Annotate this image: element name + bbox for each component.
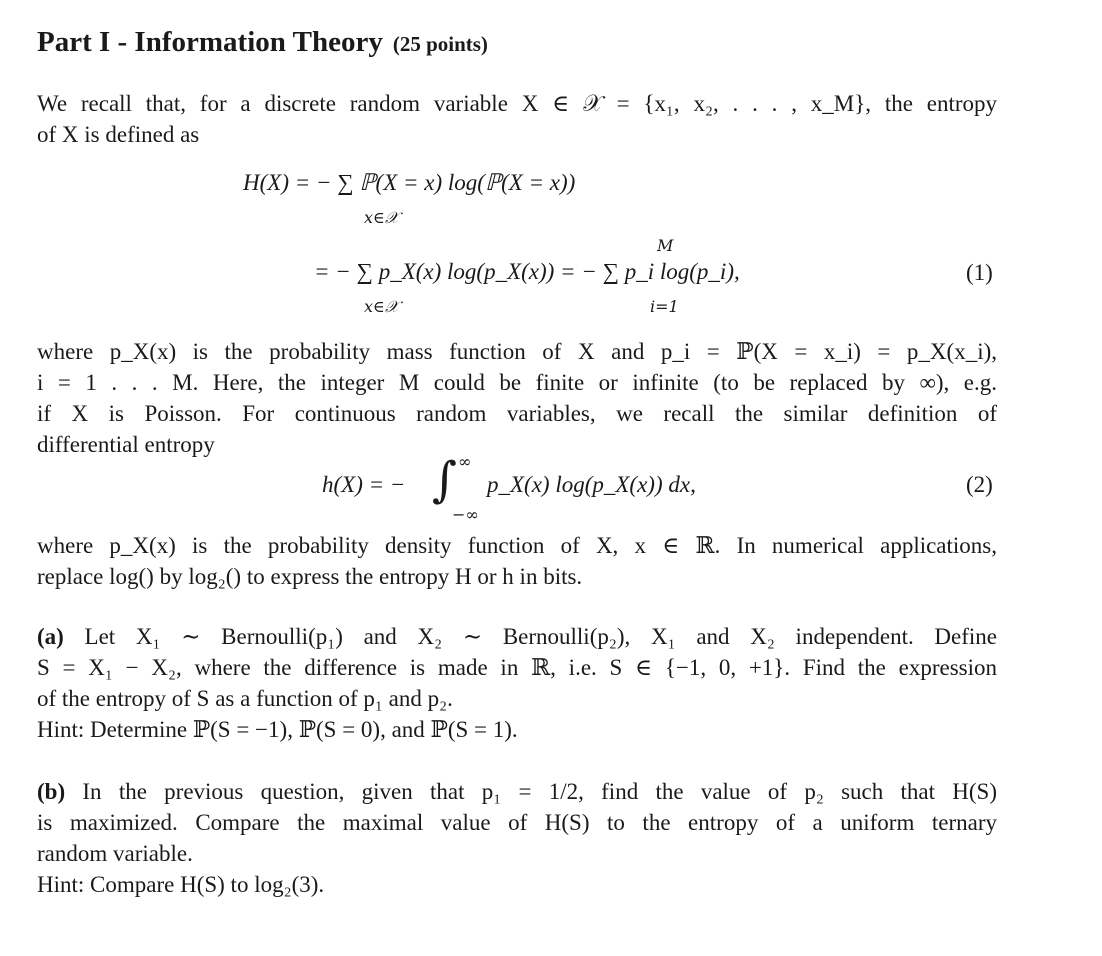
section-title	[37, 26, 488, 59]
integral-sign: ∫	[432, 452, 458, 508]
question-a-label: (a)	[37, 624, 64, 649]
pmf-paragraph	[37, 336, 997, 460]
entropy-equation-row-1	[243, 170, 575, 196]
sum-subscript-1: x∈𝒳	[364, 208, 399, 227]
equation-number-2: (2)	[966, 472, 993, 497]
integral-lower-limit: −∞	[452, 505, 479, 524]
intro-line-1: We recall that, for a discrete random variable X ∈ 𝒳 = {x₁, x₂, . . . , x_M}, the entropy	[37, 91, 997, 116]
points-label: (25 points)	[392, 32, 488, 56]
question-b-hint: Hint: Compare H(S) to log₂(3).	[37, 872, 325, 897]
question-a-line-1-text: Let X₁ ∼ Bernoulli(p₁) and X₂ ∼ Bernoulli(p₂), X₁ and X₂ independent. Define	[84, 624, 997, 649]
question-a-hint: Hint: Determine ℙ(S = −1), ℙ(S = 0), and ℙ(S = 1).	[37, 717, 518, 742]
question-b-line-1	[37, 776, 997, 807]
sum-subscript-3: i=1	[650, 297, 679, 316]
sum-subscript-2: x∈𝒳	[364, 297, 399, 316]
pdf-line-2: replace log() by log₂() to express the entropy H or h in bits.	[37, 564, 583, 589]
sum-superscript-M: M	[657, 236, 674, 255]
question-b-label: (b)	[37, 779, 66, 804]
pdf-line-1: where p_X(x) is the probability density function of X, x ∈ ℝ. In numerical applications,	[37, 533, 997, 558]
diff-entropy-lhs: h(X) = −	[322, 472, 406, 497]
section-title-text: Part I - Information Theory	[37, 26, 383, 58]
entropy-eq-row2-text: = − ∑ p_X(x) log(p_X(x)) = − ∑ p_i log(p_i),	[314, 259, 740, 284]
equation-number-1: (1)	[966, 260, 993, 285]
question-b-line-3: random variable.	[37, 841, 193, 866]
question-b	[37, 776, 997, 900]
intro-paragraph	[37, 88, 997, 150]
pmf-line-4: differential entropy	[37, 432, 215, 457]
diff-entropy-integrand: p_X(x) log(p_X(x)) dx,	[487, 472, 696, 497]
pmf-line-2: i = 1 . . . M. Here, the integer M could be finite or infinite (to be replaced by ∞), e.g.	[37, 370, 997, 395]
integral-upper-limit: ∞	[458, 452, 472, 471]
question-b-line-2: is maximized. Compare the maximal value of H(S) to the entropy of a uniform ternary	[37, 810, 997, 835]
question-a	[37, 621, 997, 745]
question-a-line-3: of the entropy of S as a function of p₁ and p₂.	[37, 686, 453, 711]
pmf-line-3: if X is Poisson. For continuous random variables, we recall the similar definition of	[37, 401, 997, 426]
question-a-line-1	[37, 621, 997, 652]
pdf-paragraph	[37, 530, 997, 592]
pmf-line-1: where p_X(x) is the probability mass function of X and p_i = ℙ(X = x_i) = p_X(x_i),	[37, 339, 997, 364]
intro-line-2: of X is defined as	[37, 122, 200, 147]
entropy-equation-row-2	[314, 259, 740, 285]
entropy-eq-row1-text: H(X) = − ∑ ℙ(X = x) log(ℙ(X = x))	[243, 170, 576, 195]
question-b-line-1-text: In the previous question, given that p₁ = 1/2, find the value of p₂ such that H(S)	[82, 779, 997, 804]
question-a-line-2: S = X₁ − X₂, where the difference is made in ℝ, i.e. S ∈ {−1, 0, +1}. Find the expression	[37, 655, 997, 680]
